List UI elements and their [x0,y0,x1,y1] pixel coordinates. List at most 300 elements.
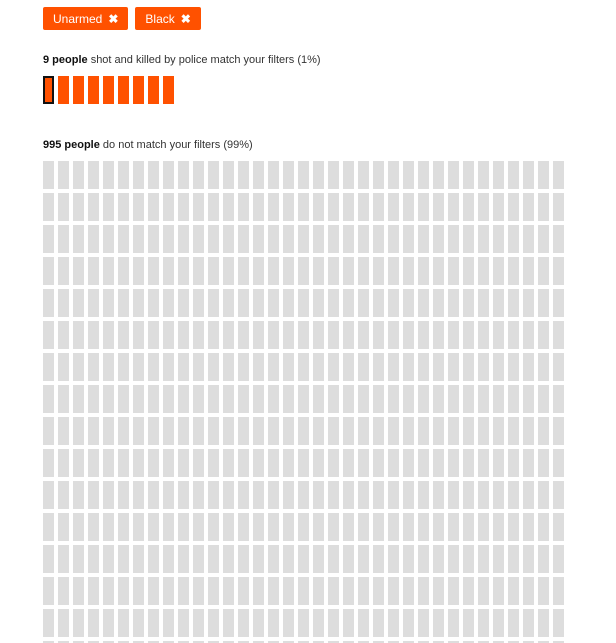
person-marker-nonmatch [448,545,459,573]
filter-chip-unarmed[interactable] [43,7,128,30]
person-marker-nonmatch [433,193,444,221]
person-marker-nonmatch [388,513,399,541]
nonmatch-summary [43,139,253,151]
person-marker-nonmatch [508,577,519,605]
person-marker-nonmatch [253,417,264,445]
person-marker-nonmatch [388,481,399,509]
person-marker-nonmatch [208,289,219,317]
person-marker-nonmatch [463,449,474,477]
person-marker-nonmatch [118,289,129,317]
person-marker-nonmatch [283,161,294,189]
person-marker-nonmatch [538,161,549,189]
person-marker-nonmatch [148,289,159,317]
filter-chip-black[interactable] [135,7,200,30]
person-marker-nonmatch [208,193,219,221]
person-marker-match[interactable] [133,76,144,104]
person-marker-nonmatch [268,193,279,221]
person-marker-nonmatch [133,577,144,605]
person-marker-match[interactable] [103,76,114,104]
person-marker-nonmatch [373,193,384,221]
person-marker-nonmatch [373,577,384,605]
match-description: shot and killed by police match your filters (1%) [90,54,321,66]
person-marker-nonmatch [268,577,279,605]
person-marker-nonmatch [463,513,474,541]
person-marker-nonmatch [523,193,534,221]
person-marker-nonmatch [523,417,534,445]
person-marker-nonmatch [523,577,534,605]
person-marker-match[interactable] [148,76,159,104]
filter-chip-label: Black [145,11,175,26]
person-marker-nonmatch [58,385,69,413]
person-marker-nonmatch [508,449,519,477]
person-marker-nonmatch [253,481,264,509]
person-marker-nonmatch [328,481,339,509]
person-marker-nonmatch [328,193,339,221]
close-icon[interactable]: ✖ [108,11,119,26]
person-marker-nonmatch [478,577,489,605]
person-marker-nonmatch [313,257,324,285]
person-marker-nonmatch [88,289,99,317]
person-marker-nonmatch [43,225,54,253]
person-marker-nonmatch [238,609,249,637]
person-marker-nonmatch [193,449,204,477]
person-marker-nonmatch [208,417,219,445]
person-marker-nonmatch [538,609,549,637]
person-marker-nonmatch [103,385,114,413]
person-marker-nonmatch [493,225,504,253]
active-filters [43,7,201,30]
person-marker-nonmatch [553,609,564,637]
person-marker-nonmatch [403,513,414,541]
person-marker-nonmatch [343,481,354,509]
person-marker-nonmatch [133,417,144,445]
person-marker-nonmatch [388,321,399,349]
person-marker-nonmatch [508,289,519,317]
person-marker-nonmatch [478,385,489,413]
person-marker-nonmatch [193,609,204,637]
person-marker-nonmatch [118,449,129,477]
person-marker-nonmatch [493,353,504,381]
person-marker-nonmatch [223,161,234,189]
person-marker-nonmatch [43,289,54,317]
person-marker-nonmatch [73,449,84,477]
person-marker-nonmatch [118,545,129,573]
person-marker-nonmatch [313,321,324,349]
person-marker-nonmatch [43,353,54,381]
person-marker-nonmatch [478,289,489,317]
person-marker-nonmatch [328,385,339,413]
person-marker-nonmatch [418,417,429,445]
person-marker-nonmatch [73,577,84,605]
person-marker-nonmatch [538,385,549,413]
person-marker-match[interactable] [58,76,69,104]
person-marker-nonmatch [403,481,414,509]
person-marker-nonmatch [163,513,174,541]
person-marker-nonmatch [133,161,144,189]
person-marker-nonmatch [358,193,369,221]
person-marker-nonmatch [178,161,189,189]
person-marker-nonmatch [373,385,384,413]
match-count: 9 people [43,54,88,66]
person-marker-nonmatch [58,353,69,381]
person-marker-nonmatch [223,289,234,317]
person-marker-nonmatch [148,481,159,509]
person-marker-nonmatch [163,385,174,413]
person-marker-nonmatch [373,289,384,317]
person-marker-nonmatch [208,385,219,413]
person-marker-nonmatch [118,481,129,509]
person-marker-nonmatch [103,225,114,253]
person-marker-nonmatch [493,385,504,413]
person-marker-nonmatch [238,193,249,221]
person-marker-nonmatch [553,257,564,285]
person-marker-nonmatch [88,481,99,509]
person-marker-nonmatch [268,417,279,445]
person-marker-match[interactable] [73,76,84,104]
person-marker-nonmatch [148,417,159,445]
person-marker-nonmatch [478,545,489,573]
person-marker-nonmatch [193,577,204,605]
person-marker-nonmatch [538,353,549,381]
person-marker-nonmatch [358,289,369,317]
person-marker-nonmatch [58,417,69,445]
person-marker-nonmatch [508,353,519,381]
person-marker-nonmatch [133,513,144,541]
person-marker-nonmatch [478,353,489,381]
close-icon[interactable]: ✖ [180,11,191,26]
person-marker-nonmatch [283,385,294,413]
person-marker-nonmatch [358,449,369,477]
person-marker-nonmatch [43,609,54,637]
person-marker-nonmatch [403,193,414,221]
person-marker-nonmatch [463,481,474,509]
person-marker-nonmatch [343,225,354,253]
person-marker-nonmatch [373,257,384,285]
person-marker-nonmatch [463,545,474,573]
person-marker-nonmatch [328,161,339,189]
person-marker-nonmatch [268,513,279,541]
person-marker-nonmatch [283,513,294,541]
person-marker-nonmatch [193,193,204,221]
person-marker-nonmatch [253,353,264,381]
person-marker-nonmatch [178,353,189,381]
person-marker-nonmatch [283,353,294,381]
person-marker-nonmatch [148,545,159,573]
person-marker-nonmatch [103,161,114,189]
person-marker-nonmatch [448,449,459,477]
person-marker-nonmatch [223,193,234,221]
person-marker-nonmatch [358,609,369,637]
person-marker-nonmatch [208,545,219,573]
person-marker-nonmatch [403,225,414,253]
person-marker-nonmatch [418,193,429,221]
person-marker-nonmatch [433,609,444,637]
person-marker-nonmatch [508,321,519,349]
person-marker-nonmatch [238,449,249,477]
person-marker-nonmatch [88,417,99,445]
person-marker-nonmatch [43,321,54,349]
person-marker-nonmatch [403,449,414,477]
person-marker-nonmatch [553,513,564,541]
person-marker-nonmatch [148,577,159,605]
person-marker-nonmatch [283,545,294,573]
person-marker-nonmatch [328,289,339,317]
person-marker-nonmatch [313,449,324,477]
person-marker-nonmatch [448,225,459,253]
person-marker-nonmatch [193,545,204,573]
person-marker-nonmatch [253,289,264,317]
person-marker-nonmatch [433,353,444,381]
person-marker-match[interactable] [118,76,129,104]
person-marker-nonmatch [193,417,204,445]
nonmatch-description: do not match your filters (99%) [102,139,253,151]
person-marker-nonmatch [58,609,69,637]
person-marker-nonmatch [148,193,159,221]
person-marker-nonmatch [118,577,129,605]
person-marker-nonmatch [508,545,519,573]
person-marker-nonmatch [373,353,384,381]
person-marker-nonmatch [73,257,84,285]
person-marker-nonmatch [553,481,564,509]
person-marker-nonmatch [88,161,99,189]
person-marker-nonmatch [193,481,204,509]
person-marker-nonmatch [208,513,219,541]
person-marker-nonmatch [238,577,249,605]
person-marker-nonmatch [523,385,534,413]
person-marker-nonmatch [223,417,234,445]
person-marker-nonmatch [178,513,189,541]
person-marker-nonmatch [358,321,369,349]
person-marker-nonmatch [373,417,384,445]
person-marker-nonmatch [403,545,414,573]
match-summary [43,54,321,66]
person-marker-nonmatch [538,257,549,285]
person-marker-nonmatch [448,161,459,189]
person-marker-nonmatch [448,385,459,413]
person-marker-nonmatch [193,225,204,253]
person-marker-nonmatch [253,161,264,189]
person-marker-nonmatch [373,449,384,477]
person-marker-nonmatch [478,417,489,445]
person-marker-nonmatch [553,225,564,253]
person-marker-nonmatch [358,545,369,573]
person-marker-nonmatch [103,417,114,445]
person-marker-nonmatch [523,321,534,349]
person-marker-nonmatch [223,353,234,381]
person-marker-nonmatch [133,481,144,509]
person-marker-nonmatch [103,257,114,285]
person-marker-nonmatch [373,225,384,253]
person-marker-nonmatch [88,545,99,573]
person-marker-nonmatch [523,289,534,317]
person-marker-nonmatch [253,513,264,541]
person-marker-nonmatch [283,481,294,509]
person-marker-nonmatch [508,609,519,637]
person-marker-nonmatch [523,481,534,509]
person-marker-nonmatch [433,225,444,253]
person-marker-nonmatch [223,321,234,349]
person-marker-nonmatch [493,481,504,509]
person-marker-nonmatch [463,417,474,445]
person-marker-nonmatch [343,257,354,285]
person-marker-nonmatch [283,609,294,637]
person-marker-nonmatch [163,545,174,573]
person-marker-nonmatch [223,225,234,253]
person-marker-nonmatch [253,257,264,285]
person-marker-nonmatch [418,353,429,381]
person-marker-nonmatch [58,577,69,605]
person-marker-nonmatch [283,577,294,605]
person-marker-nonmatch [253,321,264,349]
person-marker-nonmatch [418,385,429,413]
person-marker-nonmatch [178,225,189,253]
person-marker-nonmatch [283,225,294,253]
person-marker-nonmatch [403,609,414,637]
person-marker-nonmatch [328,545,339,573]
person-marker-nonmatch [523,353,534,381]
person-marker-nonmatch [73,225,84,253]
person-marker-nonmatch [553,545,564,573]
person-marker-nonmatch [403,385,414,413]
person-marker-nonmatch [223,449,234,477]
person-marker-nonmatch [133,225,144,253]
person-marker-nonmatch [58,161,69,189]
person-marker-nonmatch [178,193,189,221]
person-marker-match[interactable] [163,76,174,104]
person-marker-nonmatch [103,513,114,541]
person-marker-nonmatch [553,321,564,349]
person-marker-nonmatch [253,609,264,637]
person-marker-nonmatch [553,193,564,221]
person-marker-nonmatch [133,385,144,413]
person-marker-nonmatch [223,481,234,509]
person-marker-nonmatch [73,417,84,445]
person-marker-nonmatch [133,545,144,573]
person-marker-nonmatch [133,353,144,381]
person-marker-nonmatch [43,513,54,541]
person-marker-nonmatch [253,385,264,413]
person-marker-nonmatch [178,481,189,509]
person-marker-nonmatch [523,545,534,573]
person-marker-nonmatch [118,257,129,285]
person-marker-nonmatch [418,321,429,349]
person-marker-nonmatch [163,225,174,253]
person-marker-nonmatch [58,513,69,541]
person-marker-nonmatch [343,353,354,381]
person-marker-nonmatch [268,225,279,253]
person-marker-nonmatch [223,513,234,541]
person-marker-nonmatch [58,225,69,253]
person-marker-nonmatch [313,193,324,221]
person-marker-nonmatch [58,449,69,477]
person-marker-nonmatch [358,513,369,541]
person-marker-nonmatch [388,577,399,605]
person-marker-nonmatch [283,449,294,477]
matching-people-grid [43,76,178,104]
person-marker-nonmatch [463,257,474,285]
person-marker-nonmatch [298,609,309,637]
person-marker-nonmatch [223,385,234,413]
person-marker-nonmatch [553,417,564,445]
person-marker-nonmatch [433,385,444,413]
person-marker-nonmatch [493,609,504,637]
person-marker-nonmatch [178,417,189,445]
person-marker-nonmatch [358,161,369,189]
person-marker-nonmatch [508,385,519,413]
person-marker-nonmatch [538,321,549,349]
person-marker-nonmatch [448,193,459,221]
person-marker-nonmatch [433,481,444,509]
person-marker-nonmatch [478,257,489,285]
person-marker-nonmatch [88,257,99,285]
person-marker-nonmatch [238,257,249,285]
person-marker-nonmatch [148,161,159,189]
person-marker-nonmatch [223,609,234,637]
person-marker-nonmatch [238,481,249,509]
person-marker-nonmatch [433,449,444,477]
person-marker-nonmatch [553,161,564,189]
person-marker-nonmatch [58,289,69,317]
person-marker-nonmatch [163,193,174,221]
person-marker-nonmatch [463,321,474,349]
person-marker-nonmatch [178,289,189,317]
person-marker-nonmatch [418,257,429,285]
person-marker-nonmatch [388,193,399,221]
person-marker-nonmatch [463,161,474,189]
person-marker-nonmatch [163,321,174,349]
person-marker-nonmatch [133,321,144,349]
person-marker-nonmatch [493,513,504,541]
person-marker-nonmatch [478,225,489,253]
person-marker-nonmatch [433,417,444,445]
person-marker-nonmatch [238,289,249,317]
person-marker-nonmatch [538,193,549,221]
person-marker-match[interactable] [88,76,99,104]
person-marker-nonmatch [103,449,114,477]
person-marker-nonmatch [553,289,564,317]
person-marker-nonmatch [208,161,219,189]
person-marker-nonmatch [343,321,354,349]
person-marker-nonmatch [418,609,429,637]
person-marker-nonmatch [148,449,159,477]
person-marker-nonmatch [148,353,159,381]
person-marker-nonmatch [538,449,549,477]
person-marker-nonmatch [238,417,249,445]
person-marker-nonmatch [508,225,519,253]
person-marker-nonmatch [103,577,114,605]
person-marker-nonmatch [283,193,294,221]
person-marker-match[interactable] [43,76,54,104]
person-marker-nonmatch [223,545,234,573]
filter-chip-label: Unarmed [53,11,103,26]
person-marker-nonmatch [163,353,174,381]
person-marker-nonmatch [298,225,309,253]
person-marker-nonmatch [373,545,384,573]
person-marker-nonmatch [463,289,474,317]
person-marker-nonmatch [298,449,309,477]
person-marker-nonmatch [313,513,324,541]
person-marker-nonmatch [43,577,54,605]
person-marker-nonmatch [178,257,189,285]
person-marker-nonmatch [298,289,309,317]
person-marker-nonmatch [73,609,84,637]
person-marker-nonmatch [178,609,189,637]
person-marker-nonmatch [343,417,354,445]
person-marker-nonmatch [163,577,174,605]
person-marker-nonmatch [538,481,549,509]
person-marker-nonmatch [418,545,429,573]
person-marker-nonmatch [463,609,474,637]
